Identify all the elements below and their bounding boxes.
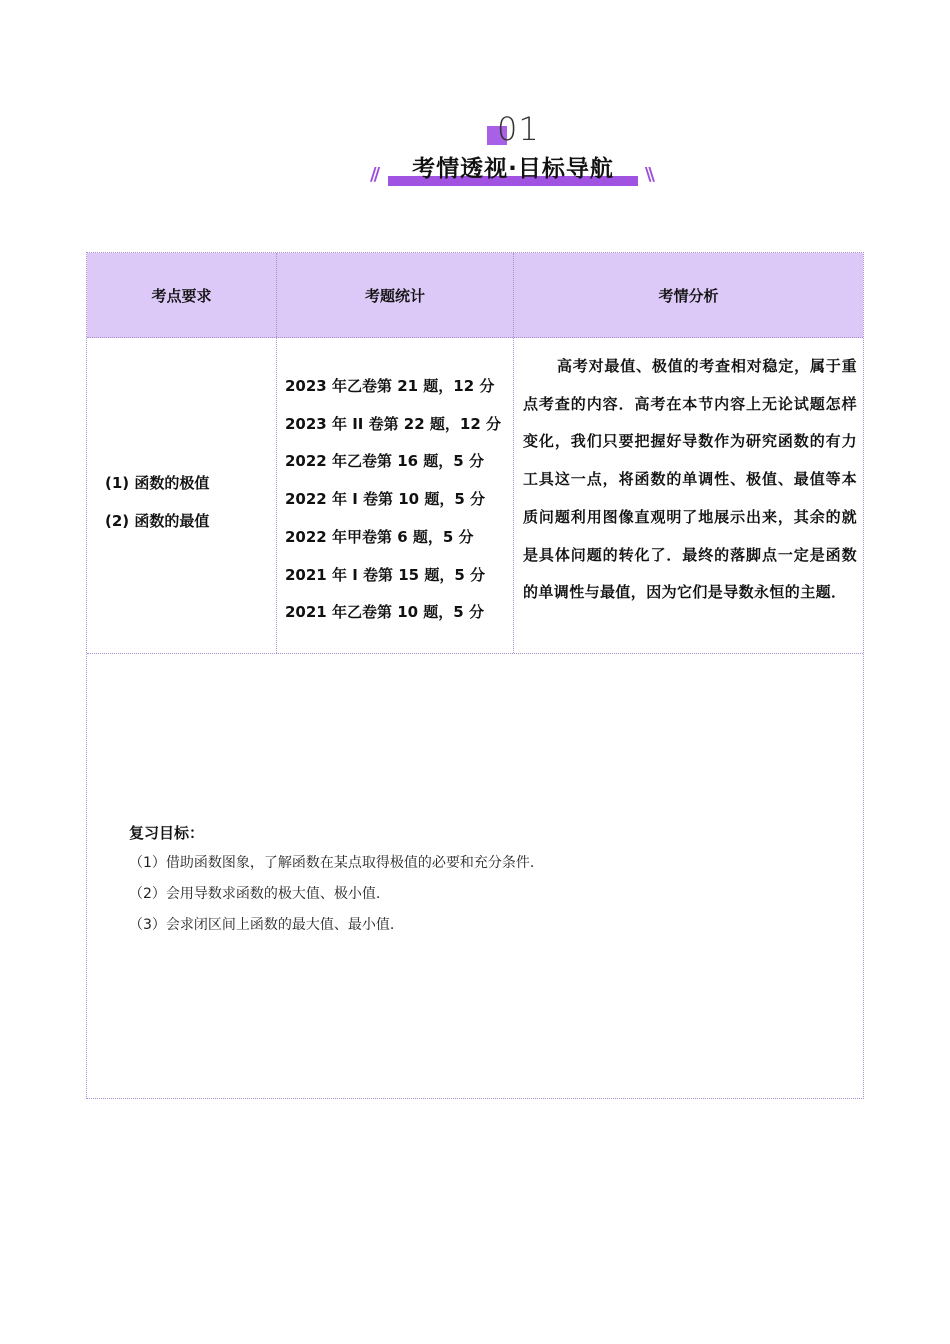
review-goals-title: 复习目标：: [129, 824, 205, 842]
statistic-item: 2022 年乙卷第 16 题，5 分: [285, 452, 484, 471]
review-goal-item: （1）借助函数图象，了解函数在某点取得极值的必要和充分条件.: [129, 855, 535, 871]
statistic-item: 2022 年甲卷第 6 题，5 分: [285, 527, 474, 546]
slash-right-decoration: \\: [644, 164, 652, 185]
statistics-list: [285, 368, 501, 632]
review-goal-item: （3）会求闭区间上函数的最大值、最小值.: [129, 917, 395, 933]
statistic-item: 2021 年 I 卷第 15 题，5 分: [285, 565, 485, 584]
statistic-item: 2023 年乙卷第 21 题，12 分: [285, 377, 495, 395]
section-number: 01: [497, 110, 540, 148]
slash-left-decoration: //: [370, 164, 378, 185]
section-header: [0, 108, 950, 198]
analysis-paragraph: 高考对最值、极值的考查相对稳定，属于重点考查的内容．高考在本节内容上无论试题怎样变化，我们只要把握好导数作为研究函数的有力工具这一点，将函数的单调性、极值、最值等本质问题利用图像直观明了地展示出来，其余的就是具体问题的转化了．最终的落脚点一定是函数的单调性与最值，因为它们是导数永恒的主题．: [523, 357, 857, 602]
section-title: 考情透视·目标导航: [412, 156, 614, 182]
section-title-wrap: [368, 150, 658, 192]
exam-analysis-table: [86, 252, 864, 1099]
requirement-item: (2) 函数的最值: [105, 512, 210, 530]
requirements-list: [105, 464, 209, 540]
header-statistics: 考题统计: [364, 286, 425, 305]
review-goals: [129, 818, 534, 941]
table-header-row: [87, 253, 863, 338]
requirement-item: (1) 函数的极值: [105, 474, 210, 492]
table-body-row: [87, 338, 863, 654]
statistic-item: 2023 年 II 卷第 22 题，12 分: [285, 414, 501, 433]
statistic-item: 2021 年乙卷第 10 题，5 分: [285, 603, 484, 622]
header-requirements: 考点要求: [151, 286, 212, 305]
review-goal-item: （2）会用导数求函数的极大值、极小值.: [129, 886, 381, 902]
header-analysis: 考情分析: [658, 286, 719, 305]
statistic-item: 2022 年 I 卷第 10 题，5 分: [285, 490, 485, 509]
